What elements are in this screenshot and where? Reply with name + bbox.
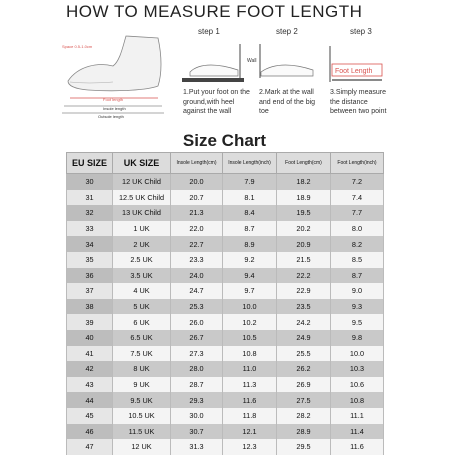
- cell-insole-cm: 30.0: [171, 408, 223, 424]
- space-label: Space 0.5-1.0cm: [62, 44, 93, 49]
- cell-uk-size: 7.5 UK: [113, 346, 171, 362]
- header-insole-cm: Insole Length(cm): [171, 153, 223, 174]
- step-3-image: [328, 42, 388, 86]
- header-foot-inch: Foot Length(inch): [331, 153, 384, 174]
- table-row: [67, 205, 384, 221]
- cell-insole-cm: 29.3: [171, 392, 223, 408]
- cell-uk-size: 4 UK: [113, 283, 171, 299]
- cell-uk-size: 12.5 UK Child: [113, 190, 171, 206]
- cell-insole-inch: 9.2: [223, 252, 277, 268]
- cell-uk-size: 2.5 UK: [113, 252, 171, 268]
- table-row: [67, 299, 384, 315]
- cell-eu-size: 35: [67, 252, 113, 268]
- cell-insole-cm: 26.7: [171, 330, 223, 346]
- cell-uk-size: 3.5 UK: [113, 268, 171, 284]
- header-foot-cm: Foot Length(cm): [277, 153, 331, 174]
- table-row: [67, 346, 384, 362]
- cell-uk-size: 5 UK: [113, 299, 171, 315]
- cell-insole-inch: 12.3: [223, 439, 277, 455]
- cell-insole-cm: 20.0: [171, 174, 223, 190]
- cell-eu-size: 36: [67, 268, 113, 284]
- cell-insole-cm: 31.3: [171, 439, 223, 455]
- cell-insole-inch: 9.7: [223, 283, 277, 299]
- cell-foot-inch: 8.7: [331, 268, 384, 284]
- foot-length-box-label: Foot Length: [335, 68, 373, 75]
- page-title: HOW TO MEASURE FOOT LENGTH: [66, 2, 363, 21]
- cell-foot-cm: 22.9: [277, 283, 331, 299]
- cell-foot-cm: 26.9: [277, 377, 331, 393]
- step-2-caption: 2.Mark at the wall and end of the big toe: [259, 89, 316, 115]
- cell-eu-size: 33: [67, 221, 113, 237]
- cell-eu-size: 37: [67, 283, 113, 299]
- cell-insole-inch: 11.0: [223, 361, 277, 377]
- table-row: [67, 330, 384, 346]
- cell-eu-size: 34: [67, 236, 113, 252]
- cell-insole-cm: 30.7: [171, 424, 223, 440]
- cell-insole-cm: 20.7: [171, 190, 223, 206]
- step-3-label: step 3: [350, 27, 372, 36]
- foot-length-label: Foot length: [103, 97, 124, 102]
- cell-foot-cm: 27.5: [277, 392, 331, 408]
- cell-foot-inch: 8.0: [331, 221, 384, 237]
- cell-foot-cm: 29.5: [277, 439, 331, 455]
- step-1-caption: 1.Put your foot on the ground,with heel against the wall: [183, 89, 250, 115]
- size-chart-title: Size Chart: [182, 131, 267, 150]
- cell-foot-cm: 28.2: [277, 408, 331, 424]
- step-1-image: [180, 42, 246, 86]
- cell-foot-cm: 18.9: [277, 190, 331, 206]
- cell-foot-inch: 10.6: [331, 377, 384, 393]
- cell-insole-inch: 8.9: [223, 236, 277, 252]
- cell-foot-inch: 7.4: [331, 190, 384, 206]
- cell-foot-inch: 9.0: [331, 283, 384, 299]
- cell-foot-cm: 24.2: [277, 314, 331, 330]
- cell-insole-inch: 10.5: [223, 330, 277, 346]
- cell-insole-cm: 22.0: [171, 221, 223, 237]
- cell-insole-cm: 24.7: [171, 283, 223, 299]
- header-eu-size: EU SIZE: [67, 153, 113, 174]
- cell-uk-size: 10.5 UK: [113, 408, 171, 424]
- cell-eu-size: 41: [67, 346, 113, 362]
- table-row: [67, 190, 384, 206]
- cell-insole-cm: 26.0: [171, 314, 223, 330]
- table-row: [67, 268, 384, 284]
- cell-insole-cm: 25.3: [171, 299, 223, 315]
- cell-foot-cm: 25.5: [277, 346, 331, 362]
- cell-uk-size: 12 UK: [113, 439, 171, 455]
- cell-foot-cm: 24.9: [277, 330, 331, 346]
- cell-foot-inch: 7.7: [331, 205, 384, 221]
- cell-insole-cm: 23.3: [171, 252, 223, 268]
- cell-eu-size: 30: [67, 174, 113, 190]
- cell-uk-size: 12 UK Child: [113, 174, 171, 190]
- cell-eu-size: 31: [67, 190, 113, 206]
- cell-foot-inch: 9.8: [331, 330, 384, 346]
- cell-eu-size: 44: [67, 392, 113, 408]
- table-row: [67, 314, 384, 330]
- cell-eu-size: 42: [67, 361, 113, 377]
- cell-foot-cm: 22.2: [277, 268, 331, 284]
- cell-insole-cm: 28.0: [171, 361, 223, 377]
- cell-foot-inch: 11.4: [331, 424, 384, 440]
- table-row: [67, 392, 384, 408]
- step-1-label: step 1: [198, 27, 220, 36]
- cell-foot-cm: 21.5: [277, 252, 331, 268]
- cell-insole-cm: 22.7: [171, 236, 223, 252]
- cell-foot-inch: 10.0: [331, 346, 384, 362]
- table-row: [67, 424, 384, 440]
- cell-eu-size: 43: [67, 377, 113, 393]
- cell-insole-inch: 11.3: [223, 377, 277, 393]
- cell-foot-inch: 8.5: [331, 252, 384, 268]
- cell-insole-inch: 11.8: [223, 408, 277, 424]
- cell-insole-inch: 7.9: [223, 174, 277, 190]
- cell-insole-inch: 8.1: [223, 190, 277, 206]
- cell-insole-inch: 8.7: [223, 221, 277, 237]
- cell-foot-inch: 8.2: [331, 236, 384, 252]
- cell-eu-size: 38: [67, 299, 113, 315]
- table-row: [67, 283, 384, 299]
- cell-insole-inch: 10.8: [223, 346, 277, 362]
- cell-foot-inch: 11.1: [331, 408, 384, 424]
- cell-insole-cm: 21.3: [171, 205, 223, 221]
- cell-eu-size: 40: [67, 330, 113, 346]
- cell-insole-cm: 27.3: [171, 346, 223, 362]
- cell-foot-inch: 10.3: [331, 361, 384, 377]
- cell-uk-size: 9.5 UK: [113, 392, 171, 408]
- wall-label: Wall: [247, 58, 257, 64]
- cell-foot-cm: 18.2: [277, 174, 331, 190]
- table-row: [67, 221, 384, 237]
- outsole-length-label: Outsole length: [98, 114, 124, 119]
- cell-uk-size: 9 UK: [113, 377, 171, 393]
- cell-eu-size: 32: [67, 205, 113, 221]
- cell-uk-size: 2 UK: [113, 236, 171, 252]
- cell-insole-inch: 8.4: [223, 205, 277, 221]
- cell-uk-size: 11.5 UK: [113, 424, 171, 440]
- size-chart: [66, 130, 383, 456]
- cell-insole-inch: 12.1: [223, 424, 277, 440]
- table-row: [67, 439, 384, 455]
- header-uk-size: UK SIZE: [113, 153, 171, 174]
- cell-foot-cm: 19.5: [277, 205, 331, 221]
- cell-uk-size: 6 UK: [113, 314, 171, 330]
- table-row: [67, 377, 384, 393]
- foot-diagram-image: [58, 26, 176, 120]
- cell-insole-inch: 10.2: [223, 314, 277, 330]
- cell-uk-size: 1 UK: [113, 221, 171, 237]
- cell-foot-cm: 28.9: [277, 424, 331, 440]
- cell-foot-inch: 10.8: [331, 392, 384, 408]
- cell-insole-inch: 11.6: [223, 392, 277, 408]
- cell-insole-inch: 9.4: [223, 268, 277, 284]
- cell-foot-inch: 7.2: [331, 174, 384, 190]
- table-row: [67, 174, 384, 190]
- cell-foot-cm: 23.5: [277, 299, 331, 315]
- cell-uk-size: 6.5 UK: [113, 330, 171, 346]
- cell-foot-cm: 20.9: [277, 236, 331, 252]
- cell-uk-size: 8 UK: [113, 361, 171, 377]
- cell-eu-size: 45: [67, 408, 113, 424]
- size-table: [66, 152, 384, 455]
- cell-eu-size: 47: [67, 439, 113, 455]
- table-row: [67, 408, 384, 424]
- step-2-label: step 2: [276, 27, 298, 36]
- cell-foot-cm: 20.2: [277, 221, 331, 237]
- step-3-caption: 3.Simply measure the distance between two point: [330, 89, 387, 115]
- table-row: [67, 361, 384, 377]
- table-row: [67, 236, 384, 252]
- insole-length-label: Insole length: [103, 106, 126, 111]
- cell-foot-inch: 9.5: [331, 314, 384, 330]
- cell-uk-size: 13 UK Child: [113, 205, 171, 221]
- table-header-row: [67, 153, 384, 174]
- cell-insole-cm: 28.7: [171, 377, 223, 393]
- cell-eu-size: 46: [67, 424, 113, 440]
- cell-insole-inch: 10.0: [223, 299, 277, 315]
- step-2-image: [247, 42, 321, 86]
- cell-foot-inch: 11.6: [331, 439, 384, 455]
- table-row: [67, 252, 384, 268]
- header-insole-inch: Insole Length(inch): [223, 153, 277, 174]
- cell-foot-cm: 26.2: [277, 361, 331, 377]
- cell-foot-inch: 9.3: [331, 299, 384, 315]
- cell-insole-cm: 24.0: [171, 268, 223, 284]
- cell-eu-size: 39: [67, 314, 113, 330]
